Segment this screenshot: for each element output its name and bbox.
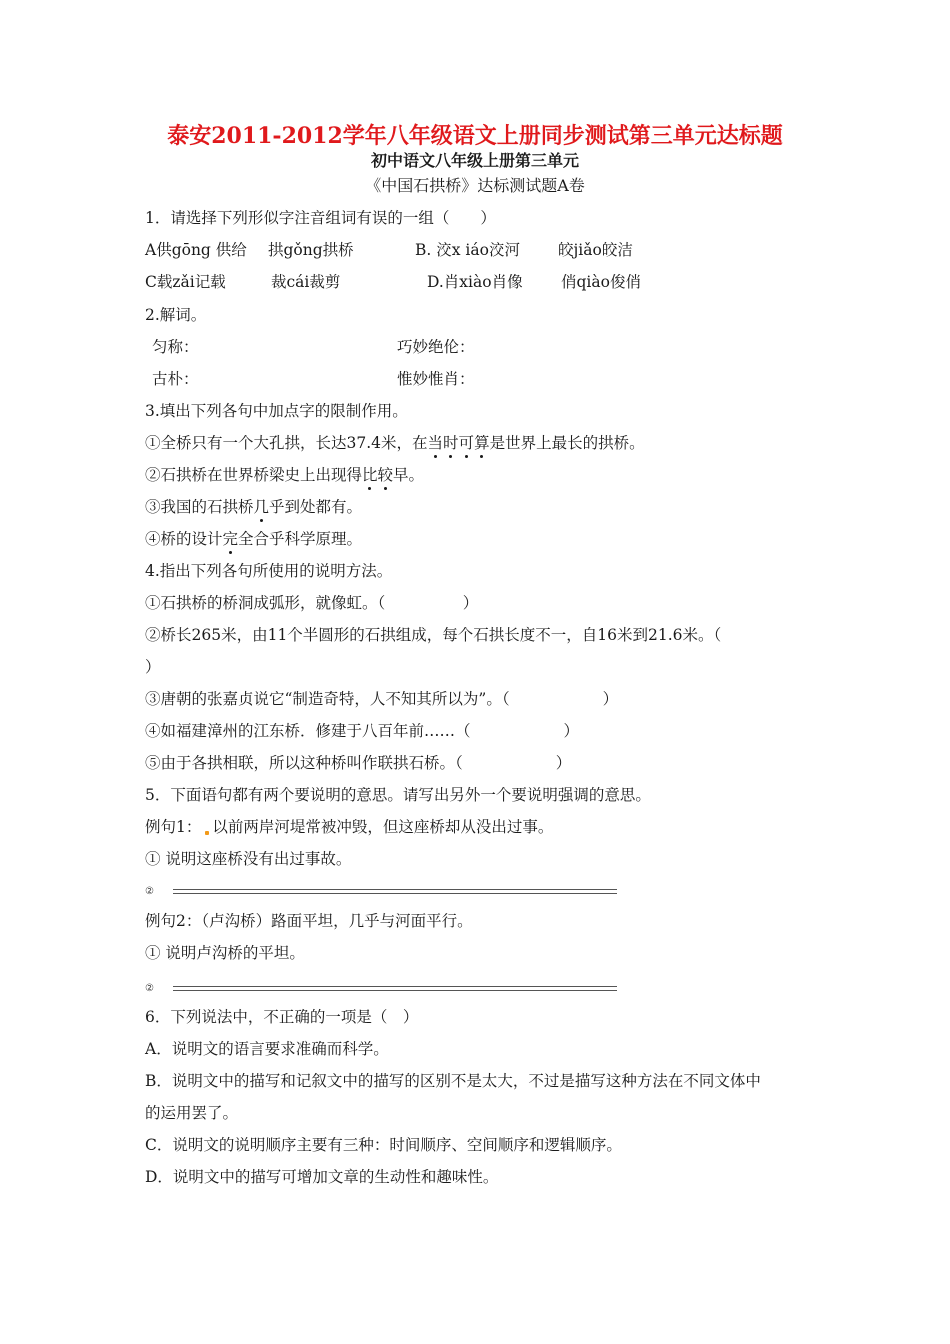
q3-s1-text: ①全桥只有一个大孔拱，长达37.4米，在 (145, 434, 428, 452)
q3-s3-text-end: 乎到处都有。 (269, 498, 363, 516)
q4-sentence-3: ③唐朝的张嘉贞说它“制造奇特，人不知其所以为”。（ ） (145, 690, 619, 708)
page-title: 泰安2011-2012学年八年级语文上册同步测试第三单元达标题 (167, 123, 783, 149)
q3-sentence-4 (145, 528, 362, 550)
q3-s2-text-end: 早。 (393, 466, 425, 484)
q4-stem: 4.指出下列各句所使用的说明方法。 (145, 562, 393, 580)
q6-option-c: C．说明文的说明顺序主要有三种：时间顺序、空间顺序和逻辑顺序。 (145, 1136, 622, 1154)
dotted-char: 完 (222, 530, 239, 548)
q3-s2-text: ②石拱桥在世界桥梁史上出现得 (145, 466, 363, 484)
q6-option-b: B．说明文中的描写和记叙文中的描写的区别不是太大，不过是描写这种方法在不同文体中 (145, 1072, 761, 1090)
q5-example-2-point-1: ① 说明卢沟桥的平坦。 (145, 944, 305, 962)
q1-option-a-1: A供gōng 供给 (145, 241, 247, 259)
q3-sentence-2 (145, 464, 424, 486)
q4-sentence-4: ④如福建漳州的江东桥．修建于八百年前……（ ） (145, 722, 580, 740)
page-subtitle: 初中语文八年级上册第三单元 (370, 151, 579, 170)
q1-option-a-2: 拱gǒng拱桥 (268, 241, 354, 259)
q3-s1-text-end: 是世界上最长的拱桥。 (489, 434, 645, 452)
q5-example-1-point-1: ① 说明这座桥没有出过事故。 (145, 850, 352, 868)
q3-sentence-3 (145, 496, 362, 518)
q3-s3-text: ③我国的石拱桥 (145, 498, 254, 516)
q3-stem: 3.填出下列各句中加点字的限制作用。 (145, 402, 408, 420)
q5-example-2: 例句2：（卢沟桥）路面平坦，几乎与河面平行。 (145, 912, 473, 930)
q2-word-4: 惟妙惟肖： (397, 370, 475, 388)
q4-sentence-2-cont: ） (145, 658, 161, 676)
dotted-char: 算 (474, 434, 490, 452)
q6-stem: 6．下列说法中，不正确的一项是（ ） (145, 1008, 419, 1026)
q3-s4-text-end: 全合乎科学原理。 (238, 530, 363, 548)
q5-example-1-text: 以前两岸河堤常被冲毁，但这座桥却从没出过事。 (212, 818, 554, 836)
q5-example-2-point-2-marker: ② (145, 983, 154, 994)
q6-option-a: A．说明文的语言要求准确而科学。 (145, 1040, 389, 1058)
q5-stem: 5．下面语句都有两个要说明的意思。请写出另外一个要说明强调的意思。 (145, 786, 651, 804)
dotted-char: 时 (443, 434, 459, 452)
q1-option-c-2: 裁cái裁剪 (271, 273, 341, 291)
page-subtitle-2: 《中国石拱桥》达标测试题A卷 (365, 176, 585, 195)
q4-sentence-5: ⑤由于各拱相联，所以这种桥叫作联拱石桥。（ ） (145, 754, 572, 772)
q1-option-d-1: D.肖xiào肖像 (427, 273, 523, 291)
q1-option-b-1: B. 洨x iáo洨河 (415, 241, 520, 259)
answer-line[interactable] (173, 986, 617, 991)
q2-stem: 2.解词。 (145, 306, 207, 324)
q2-word-2: 巧妙绝伦： (397, 338, 475, 356)
q3-sentence-1 (145, 432, 645, 454)
q1-stem: 1．请选择下列形似字注音组词有误的一组（ ） (145, 209, 496, 227)
dotted-char: 较 (377, 466, 394, 484)
q1-option-d-2: 俏qiào俊俏 (561, 273, 641, 291)
dotted-char: 当 (427, 434, 444, 452)
q5-example-1 (145, 816, 553, 838)
q2-word-1: 匀称： (152, 338, 199, 356)
dotted-char: 比 (362, 466, 378, 484)
answer-line[interactable] (173, 889, 617, 894)
dotted-char: 几 (253, 498, 270, 516)
q6-option-b-cont: 的运用罢了。 (145, 1104, 239, 1122)
q4-sentence-2: ②桥长265米，由11个半圆形的石拱组成，每个石拱长度不一，自16米到21.6米。（ (145, 626, 722, 644)
dotted-char: 可 (458, 434, 475, 452)
q1-option-c-1: C载zǎi记载 (145, 273, 226, 291)
highlight-mark (205, 831, 209, 835)
q3-s4-text: ④桥的设计 (145, 530, 223, 548)
q6-option-d: D．说明文中的描写可增加文章的生动性和趣味性。 (145, 1168, 499, 1186)
q5-example-1-label: 例句1： (145, 818, 202, 836)
q5-example-1-point-2-marker: ② (145, 886, 154, 897)
q4-sentence-1: ①石拱桥的桥洞成弧形，就像虹。（ ） (145, 594, 479, 612)
q2-word-3: 古朴： (152, 370, 199, 388)
q1-option-b-2: 皎jiǎo皎洁 (558, 241, 633, 259)
